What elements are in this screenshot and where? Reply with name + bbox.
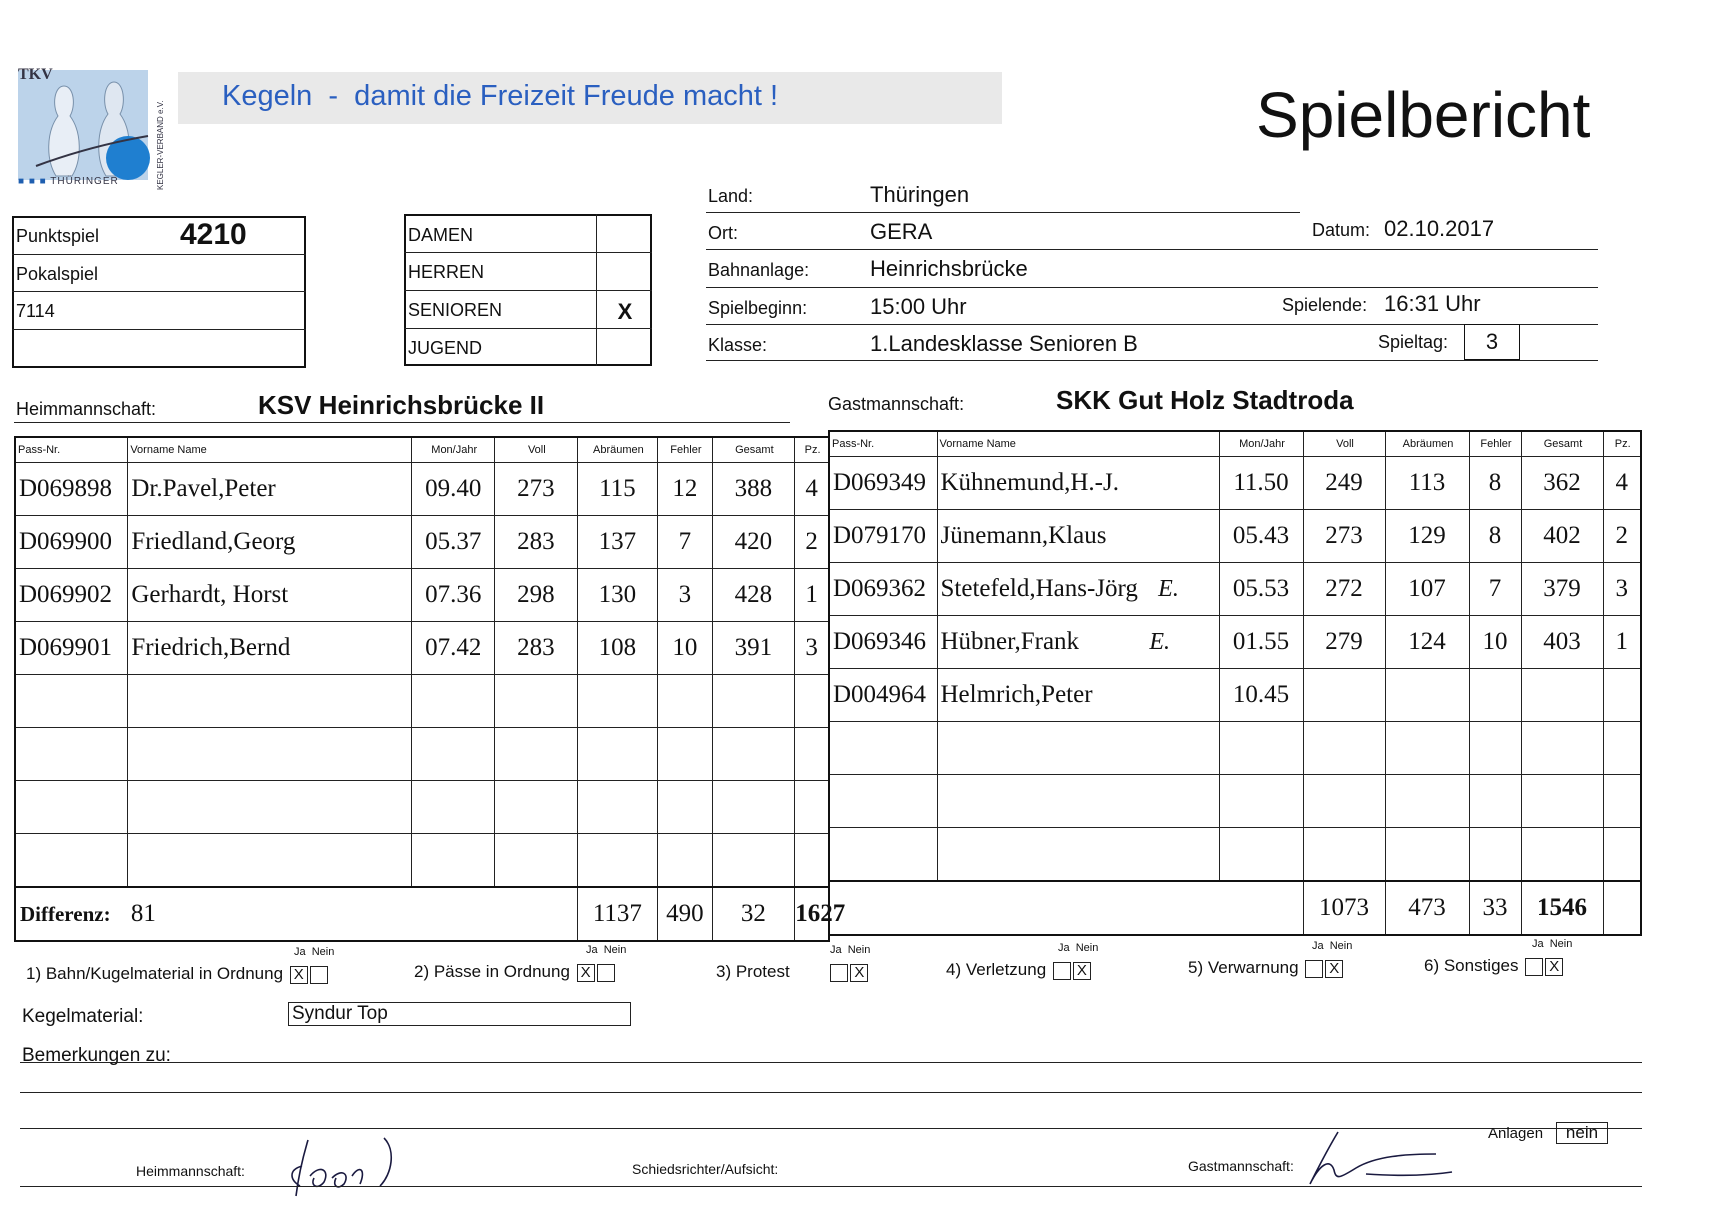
col-name: Vorname Name (937, 431, 1219, 457)
fehler (1469, 669, 1521, 722)
pz: 4 (1603, 457, 1641, 510)
home-totals-row (15, 887, 829, 941)
table-row-empty (829, 828, 1641, 882)
handwritten-note: E. (1149, 629, 1170, 655)
pass-nr: D079170 (829, 510, 937, 563)
player-name: Gerhardt, Horst (128, 569, 412, 622)
table-row-empty (829, 722, 1641, 775)
fehler: 3 (658, 569, 712, 622)
col-voll: Voll (1303, 431, 1385, 457)
table-row-empty (15, 781, 829, 834)
kegelmaterial-field[interactable]: Syndur Top (288, 1002, 631, 1026)
mon-jahr: 10.45 (1219, 669, 1303, 722)
player-name-cell (937, 563, 1219, 616)
guest-players-table (828, 430, 1642, 936)
spielbeginn-value: 15:00 Uhr (870, 294, 967, 319)
check-label: 3) Protest (716, 962, 790, 981)
spielbeginn-label: Spielbeginn: (708, 298, 808, 318)
home-players-table (14, 436, 846, 942)
category-damen: DAMEN (408, 225, 474, 245)
table-row-empty (15, 675, 829, 728)
col-monjahr: Mon/Jahr (1219, 431, 1303, 457)
total-gesamt: 1546 (1521, 881, 1603, 935)
player-name: Hübner,Frank (940, 628, 1080, 655)
voll: 272 (1303, 563, 1385, 616)
total-fehler: 33 (1469, 881, 1521, 935)
spielende-label: Spielende: (1282, 295, 1368, 315)
mon-jahr: 01.55 (1219, 616, 1303, 669)
mon-jahr: 05.53 (1219, 563, 1303, 616)
check-label: 2) Pässe in Ordnung (414, 962, 570, 981)
table-row-empty (15, 728, 829, 781)
table-row-empty (829, 775, 1641, 828)
col-abr: Abräumen (577, 437, 658, 463)
check-label: 5) Verwarnung (1188, 958, 1299, 977)
check-label: 1) Bahn/Kugelmaterial in Ordnung (26, 964, 284, 983)
col-voll: Voll (495, 437, 578, 463)
player-name: Dr.Pavel,Peter (128, 463, 412, 516)
gesamt: 362 (1521, 457, 1603, 510)
klasse-value: 1.Landesklasse Senioren B (870, 331, 1138, 356)
col-pass: Pass-Nr. (829, 431, 937, 457)
differenz-label: Differenz: (20, 902, 111, 926)
differenz-cell (15, 887, 577, 941)
check-ja-box[interactable]: X (290, 966, 308, 984)
land-label: Land: (708, 186, 754, 206)
check-item-6 (1424, 956, 1563, 976)
voll: 279 (1303, 616, 1385, 669)
bahnanlage-value: Heinrichsbrücke (870, 256, 1028, 281)
check-ja-box[interactable] (1053, 962, 1071, 980)
mon-jahr: 11.50 (1219, 457, 1303, 510)
abraeumen: 107 (1385, 563, 1469, 616)
total-voll: 1137 (577, 887, 658, 941)
gesamt: 420 (712, 516, 795, 569)
pass-nr: D069362 (829, 563, 937, 616)
guest-header-row (829, 431, 1641, 457)
abraeumen: 137 (577, 516, 658, 569)
col-fehler: Fehler (1469, 431, 1521, 457)
home-header-row (15, 437, 829, 463)
datum-label: Datum: (1312, 220, 1371, 240)
logo-dots: ■ ■ ■ (18, 176, 51, 187)
check-item-5 (1188, 958, 1343, 978)
pz: 3 (795, 622, 829, 675)
punktspiel-number: 4210 (180, 218, 247, 251)
klasse-label: Klasse: (708, 335, 768, 355)
signature-home-label: Heimmannschaft: (136, 1163, 245, 1179)
col-pz: Pz. (1603, 431, 1641, 457)
spieltag-value: 3 (1485, 329, 1499, 354)
check-nein-box[interactable]: X (1545, 958, 1563, 976)
voll: 283 (495, 516, 578, 569)
table-row (829, 669, 1641, 722)
page-title: Spielbericht (1256, 79, 1591, 151)
table-row (829, 457, 1641, 510)
category-jugend: JUGEND (408, 338, 483, 358)
kegelmaterial-label: Kegelmaterial: (22, 1006, 144, 1027)
total-gesamt: 1627 (795, 887, 829, 941)
ja-nein-header-4: Ja Nein (1058, 942, 1099, 954)
col-name: Vorname Name (128, 437, 412, 463)
ort-value: GERA (870, 219, 933, 244)
punktspiel-label: Punktspiel (16, 226, 100, 246)
fehler: 8 (1469, 457, 1521, 510)
check-ja-box[interactable] (830, 964, 848, 982)
signature-referee-label: Schiedsrichter/Aufsicht: (632, 1161, 779, 1177)
gesamt: 388 (712, 463, 795, 516)
check-nein-box[interactable]: X (1325, 960, 1343, 978)
slogan-text: Kegeln - damit die Freizeit Freude macht ! (222, 80, 779, 112)
gesamt: 428 (712, 569, 795, 622)
game-code: 7114 (16, 301, 55, 321)
ja-nein-header-1: Ja Nein (294, 946, 335, 958)
fehler: 7 (658, 516, 712, 569)
spielende-value: 16:31 Uhr (1384, 291, 1481, 316)
voll: 249 (1303, 457, 1385, 510)
mon-jahr: 05.43 (1219, 510, 1303, 563)
pass-nr: D069901 (15, 622, 128, 675)
guest-team-name: SKK Gut Holz Stadtroda (1056, 385, 1354, 415)
abraeumen: 113 (1385, 457, 1469, 510)
logo-side-text: KEGLER-VERBAND e.V. (156, 100, 165, 190)
guest-team-label: Gastmannschaft: (828, 394, 965, 414)
ja-nein-header-3: Ja Nein (830, 944, 871, 956)
gesamt (1521, 669, 1603, 722)
table-row (15, 622, 829, 675)
check-nein-box[interactable]: X (1073, 962, 1091, 980)
fehler: 10 (658, 622, 712, 675)
table-row (15, 516, 829, 569)
abraeumen: 124 (1385, 616, 1469, 669)
fehler: 10 (1469, 616, 1521, 669)
land-value: Thüringen (870, 182, 970, 207)
check-item-3 (716, 962, 868, 982)
player-name: Friedland,Georg (128, 516, 412, 569)
pz: 1 (795, 569, 829, 622)
home-team-label: Heimmannschaft: (16, 399, 157, 419)
table-row (829, 616, 1641, 669)
check-ja-box[interactable]: X (577, 964, 595, 982)
pass-nr: D069349 (829, 457, 937, 510)
table-row (829, 563, 1641, 616)
pass-nr: D069900 (15, 516, 128, 569)
anlagen-value[interactable]: nein (1556, 1122, 1608, 1144)
bemerkungen-label: Bemerkungen zu: (22, 1045, 171, 1066)
mon-jahr: 05.37 (412, 516, 495, 569)
differenz-value: 81 (130, 900, 156, 927)
col-gesamt: Gesamt (712, 437, 795, 463)
abraeumen: 115 (577, 463, 658, 516)
guest-totals-row (829, 881, 1641, 935)
check-label: 6) Sonstiges (1424, 956, 1519, 975)
player-name-cell (937, 616, 1219, 669)
player-name: Helmrich,Peter (937, 669, 1219, 722)
mon-jahr: 09.40 (412, 463, 495, 516)
pz: 3 (1603, 563, 1641, 616)
abraeumen: 108 (577, 622, 658, 675)
handwritten-note: E. (1158, 576, 1179, 602)
voll: 273 (495, 463, 578, 516)
check-nein-box[interactable] (310, 966, 328, 984)
player-name: Friedrich,Bernd (128, 622, 412, 675)
abraeumen: 129 (1385, 510, 1469, 563)
pz: 1 (1603, 616, 1641, 669)
total-abr: 473 (1385, 881, 1469, 935)
voll: 283 (495, 622, 578, 675)
total-fehler: 32 (712, 887, 795, 941)
total-abr: 490 (658, 887, 712, 941)
voll: 273 (1303, 510, 1385, 563)
pz: 2 (1603, 510, 1641, 563)
gesamt: 391 (712, 622, 795, 675)
tkv-logo (16, 66, 176, 206)
ort-label: Ort: (708, 223, 738, 243)
bahnanlage-label: Bahnanlage: (708, 260, 810, 280)
player-name: Kühnemund,H.-J. (937, 457, 1219, 510)
ja-nein-header-2: Ja Nein (586, 944, 627, 956)
table-row (829, 510, 1641, 563)
category-senioren: SENIOREN (408, 300, 503, 320)
table-row (15, 569, 829, 622)
player-name: Stetefeld,Hans-Jörg (940, 575, 1138, 602)
pokalspiel-label: Pokalspiel (16, 264, 99, 284)
table-row (15, 463, 829, 516)
ja-nein-header-5: Ja Nein (1312, 940, 1353, 952)
fehler: 8 (1469, 510, 1521, 563)
datum-value: 02.10.2017 (1384, 216, 1495, 241)
check-ja-box[interactable] (1525, 958, 1543, 976)
anlagen-label: Anlagen (1488, 1125, 1544, 1142)
ja-nein-header-6: Ja Nein (1532, 938, 1573, 950)
check-nein-box[interactable]: X (850, 964, 868, 982)
voll (1303, 669, 1385, 722)
col-gesamt: Gesamt (1521, 431, 1603, 457)
pass-nr: D069346 (829, 616, 937, 669)
gesamt: 403 (1521, 616, 1603, 669)
abraeumen: 130 (577, 569, 658, 622)
fehler: 12 (658, 463, 712, 516)
pass-nr: D004964 (829, 669, 937, 722)
pass-nr: D069902 (15, 569, 128, 622)
col-monjahr: Mon/Jahr (412, 437, 495, 463)
mon-jahr: 07.36 (412, 569, 495, 622)
check-item-2 (414, 962, 615, 982)
pz: 2 (795, 516, 829, 569)
col-fehler: Fehler (658, 437, 712, 463)
logo-sub-text: ■ ■ ■ THÜRINGER (18, 176, 119, 187)
abraeumen (1385, 669, 1469, 722)
home-signature (280, 1130, 420, 1200)
player-name: Jünemann,Klaus (937, 510, 1219, 563)
logo-org-text: TKV (18, 66, 53, 83)
home-team-name: KSV Heinrichsbrücke II (258, 390, 545, 420)
skittle-icon (30, 76, 160, 180)
col-abr: Abräumen (1385, 431, 1469, 457)
pass-nr: D069898 (15, 463, 128, 516)
check-item-4 (946, 960, 1091, 980)
fehler: 7 (1469, 563, 1521, 616)
total-voll: 1073 (1303, 881, 1385, 935)
mon-jahr: 07.42 (412, 622, 495, 675)
check-nein-box[interactable] (597, 964, 615, 982)
gesamt: 402 (1521, 510, 1603, 563)
spieltag-label: Spieltag: (1378, 332, 1449, 352)
guest-totals-spacer (829, 881, 1303, 935)
signature-guest-label: Gastmannschaft: (1188, 1158, 1294, 1174)
col-pz: Pz. (795, 437, 829, 463)
category-senioren-mark: X (617, 299, 633, 324)
table-row-empty (15, 834, 829, 888)
gesamt: 379 (1521, 563, 1603, 616)
category-herren: HERREN (408, 262, 485, 282)
pz (1603, 669, 1641, 722)
check-item-1 (26, 964, 328, 984)
pz: 4 (795, 463, 829, 516)
check-label: 4) Verletzung (946, 960, 1047, 979)
total-pz (1603, 881, 1641, 935)
voll: 298 (495, 569, 578, 622)
col-pass: Pass-Nr. (15, 437, 128, 463)
guest-signature (1296, 1128, 1476, 1188)
check-ja-box[interactable] (1305, 960, 1323, 978)
